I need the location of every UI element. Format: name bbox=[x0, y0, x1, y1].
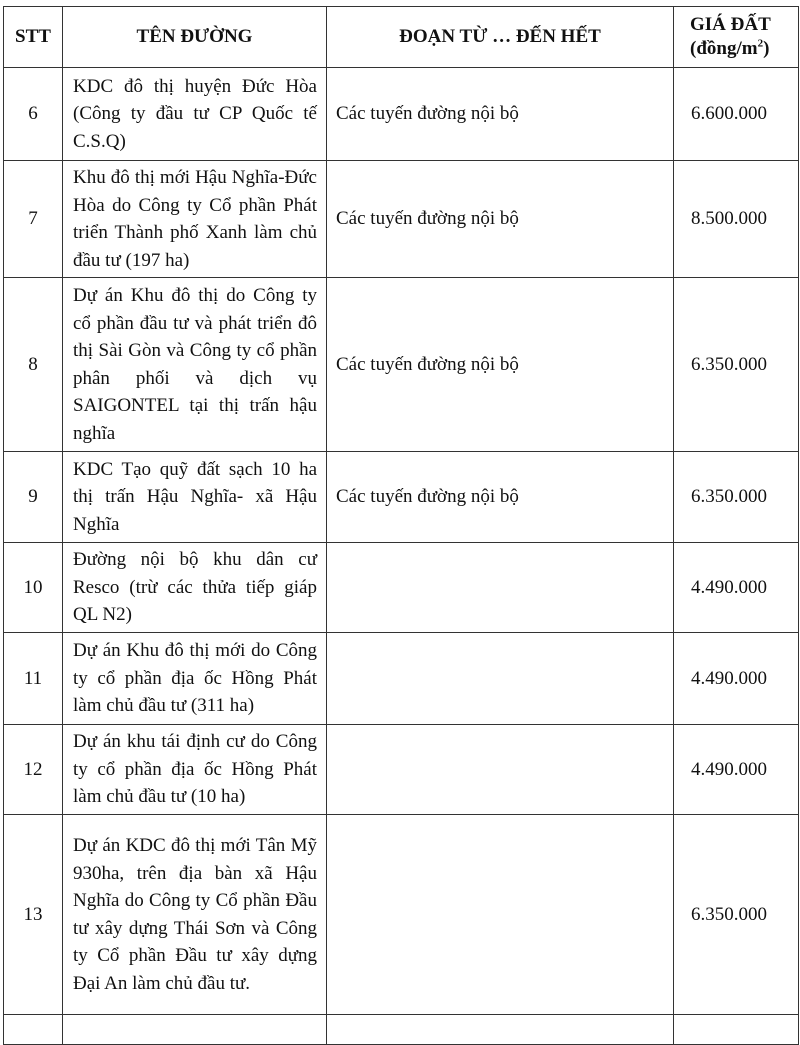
row-stt: 6 bbox=[4, 68, 63, 161]
row-name: KDC đô thị huyện Đức Hòa (Công ty đầu tư CP Quốc tế C.S.Q) bbox=[63, 68, 327, 161]
table-row-partial bbox=[4, 1015, 799, 1045]
row-price: 8.500.000 bbox=[674, 161, 799, 278]
row-price: 4.490.000 bbox=[674, 633, 799, 725]
row-segment: Các tuyến đường nội bộ bbox=[327, 161, 674, 278]
header-stt: STT bbox=[4, 7, 63, 68]
row-stt: 12 bbox=[4, 725, 63, 815]
table-row bbox=[4, 68, 799, 161]
header-segment: ĐOẠN TỪ … ĐẾN HẾT bbox=[327, 7, 674, 68]
header-price-label: GIÁ ĐẤT bbox=[690, 14, 771, 35]
row-segment: Các tuyến đường nội bộ bbox=[327, 278, 674, 452]
row-name: KDC Tạo quỹ đất sạch 10 ha thị trấn Hậu Nghĩa- xã Hậu Nghĩa bbox=[63, 452, 327, 543]
table-row bbox=[4, 278, 799, 452]
row-stt: 11 bbox=[4, 633, 63, 725]
row-stt: 10 bbox=[4, 543, 63, 633]
row-segment: Các tuyến đường nội bộ bbox=[327, 68, 674, 161]
header-price bbox=[674, 7, 799, 68]
row-name: Dự án Khu đô thị mới do Công ty cổ phần địa ốc Hồng Phát làm chủ đầu tư (311 ha) bbox=[63, 633, 327, 725]
row-price: 6.350.000 bbox=[674, 452, 799, 543]
empty-cell bbox=[327, 1015, 674, 1045]
row-stt: 7 bbox=[4, 161, 63, 278]
header-price-unit: (đồng/m bbox=[690, 38, 758, 59]
land-price-table bbox=[3, 6, 799, 1045]
row-price: 6.600.000 bbox=[674, 68, 799, 161]
row-segment bbox=[327, 725, 674, 815]
row-segment bbox=[327, 815, 674, 1015]
row-name: Dự án KDC đô thị mới Tân Mỹ 930ha, trên địa bàn xã Hậu Nghĩa do Công ty Cổ phần Đầu tư xây dựng Thái Sơn và Công ty Cổ phần Đầu tư xây dựng Đại An làm chủ đầu tư. bbox=[63, 815, 327, 1015]
empty-cell bbox=[63, 1015, 327, 1045]
row-price: 6.350.000 bbox=[674, 815, 799, 1015]
table-header-row bbox=[4, 7, 799, 68]
row-name: Đường nội bộ khu dân cư Resco (trừ các thửa tiếp giáp QL N2) bbox=[63, 543, 327, 633]
row-name: Dự án khu tái định cư do Công ty cổ phần địa ốc Hồng Phát làm chủ đầu tư (10 ha) bbox=[63, 725, 327, 815]
table-row bbox=[4, 815, 799, 1015]
row-segment: Các tuyến đường nội bộ bbox=[327, 452, 674, 543]
row-segment bbox=[327, 543, 674, 633]
empty-cell bbox=[4, 1015, 63, 1045]
row-stt: 13 bbox=[4, 815, 63, 1015]
header-price-sup: 2 bbox=[757, 37, 764, 50]
row-name: Khu đô thị mới Hậu Nghĩa-Đức Hòa do Công ty Cổ phần Phát triển Thành phố Xanh làm chủ đầu tư (197 ha) bbox=[63, 161, 327, 278]
empty-cell bbox=[674, 1015, 799, 1045]
table-row bbox=[4, 161, 799, 278]
row-stt: 9 bbox=[4, 452, 63, 543]
row-price: 4.490.000 bbox=[674, 543, 799, 633]
row-price: 6.350.000 bbox=[674, 278, 799, 452]
header-price-close: ) bbox=[763, 38, 770, 59]
row-price: 4.490.000 bbox=[674, 725, 799, 815]
row-segment bbox=[327, 633, 674, 725]
table-row bbox=[4, 543, 799, 633]
row-stt: 8 bbox=[4, 278, 63, 452]
table-row bbox=[4, 452, 799, 543]
table-row bbox=[4, 725, 799, 815]
header-name: TÊN ĐƯỜNG bbox=[63, 7, 327, 68]
row-name: Dự án Khu đô thị do Công ty cổ phần đầu tư và phát triển đô thị Sài Gòn và Công ty cổ phần phân phối và dịch vụ SAIGONTEL tại thị trấn hậu nghĩa bbox=[63, 278, 327, 452]
table-row bbox=[4, 633, 799, 725]
